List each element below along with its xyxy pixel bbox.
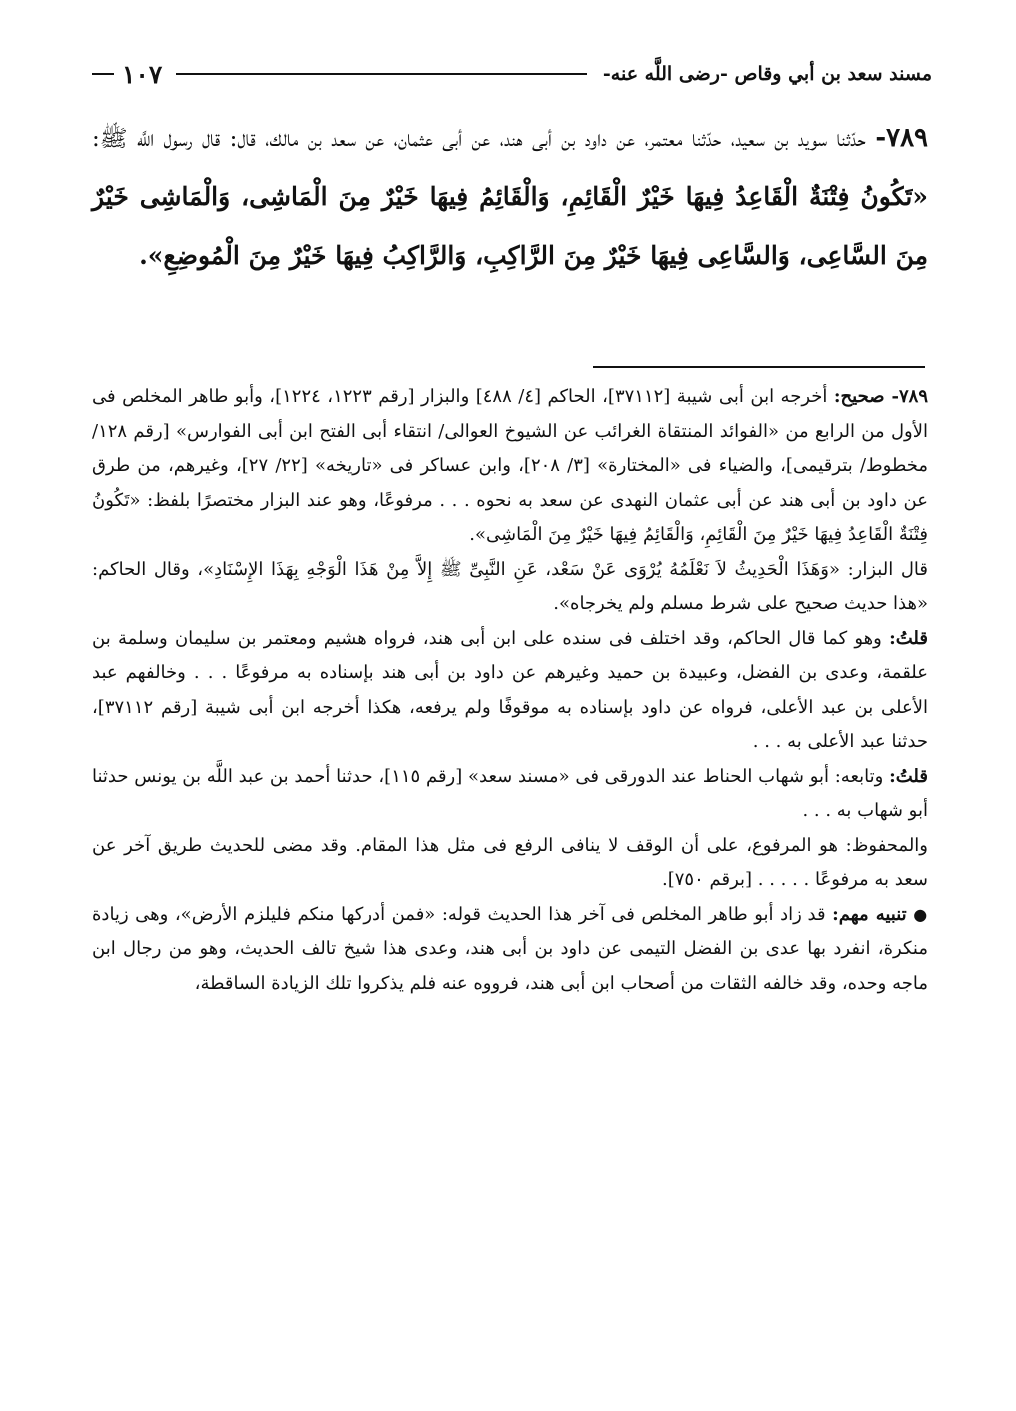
bullet-icon: ●: [913, 904, 928, 924]
hadith-isnad: حدّثنا سويد بن سعيد، حدّثنا معتمر، عن داود بن أبى هند، عن أبى عثمان، عن سعد بن مالك، قال: قال رسول اللَّه ﷺ:: [92, 126, 866, 152]
qultu-label: قلتُ:: [889, 765, 928, 787]
footnote-bazzar: [92, 553, 928, 622]
page-number: ١٠٧: [122, 59, 163, 89]
footnote-mahfuz: [92, 829, 928, 898]
qultu-label: قلتُ:: [889, 627, 928, 649]
footnotes: [92, 380, 928, 1001]
header-rule: [176, 73, 587, 75]
footnote-qultu-2: [92, 760, 928, 829]
footnote-takhrij: [92, 380, 928, 553]
mahfuz-text: والمحفوظ: هو المرفوع، على أن الوقف لا ينافى الرفع فى مثل هذا المقام. وقد مضى للحديث طريق آخر عن سعد به مرفوعًا . . . . . [برقم ٧٥٠].: [92, 834, 929, 890]
qultu-2-text: وتابعه: أبو شهاب الحناط عند الدورقى فى «مسند سعد» [رقم ١١٥]، حدثنا أحمد بن عبد اللَّه بن يونس حدثنا أبو شهاب به . . .: [92, 765, 928, 821]
takhrij-text: أخرجه ابن أبى شيبة [٣٧١١٢]، الحاكم [٤/ ٤٨٨] والبزار [رقم ١٢٢٣، ١٢٢٤]، وأبو طاهر المخلص فى الأول من الرابع من «الفوائد المنتقاة الغرائب عن الشيوخ العوالى/ انتقاء أبى الفتح ابن أبى الفوارس» [رقم ١٢٨/ مخطوط/ بترقيمى]، والضياء فى «المختارة» [٣/ ٢٠٨]، وابن عساكر فى «تاريخه» [٢٢/ ٢٧]، وغيرهم، من طرق عن داود بن أبى هند عن أبى عثمان النهدى عن سعد به نحوه . . . مرفوعًا، وهو عند البزار مختصرًا بلفظ: «تَكُونُ فِتْنَةٌ الْقَاعِدُ فِيهَا خَيْرٌ مِنَ الْقَائِمِ، وَالْقَائِمُ فِيهَا خَيْرٌ مِنَ الْمَاشِى».: [92, 386, 929, 545]
running-header-title: مسند سعد بن أبي وقاص -رضى اللَّه عنه-: [602, 63, 932, 85]
hadith-text: [92, 110, 928, 286]
tanbih-label: تنبيه مهم:: [832, 903, 907, 925]
qultu-1-text: وهو كما قال الحاكم، وقد اختلف فى سنده على ابن أبى هند، فرواه هشيم ومعتمر بن سليمان وسلمة بن علقمة، وعدى بن الفضل، وعبيدة بن حميد وغيرهم عن داود بن أبى هند بإسناده به مرفوعًا . . . وخالفهم عبد الأعلى بن عبد الأعلى، فرواه عن داود بإسناده به موقوفًا ولم يرفعه، هكذا أخرجه ابن أبى شيبة [رقم ٣٧١١٢]، حدثنا عبد الأعلى به . . .: [92, 627, 929, 752]
header-dash: [92, 73, 114, 75]
hadith-matn: «تَكُونُ فِتْنَةٌ الْقَاعِدُ فِيهَا خَيْرٌ الْقَائِمِ، وَالْقَائِمُ فِيهَا خَيْرٌ مِنَ الْمَاشِى، وَالْمَاشِى خَيْرٌ مِنَ السَّاعِى، وَالسَّاعِى فِيهَا خَيْرٌ مِنَ الرَّاكِبِ، وَالرَّاكِبُ فِيهَا خَيْرٌ مِنَ الْمُوضِعِ».: [92, 182, 928, 270]
bazzar-text: قال البزار: «وَهَذَا الْحَدِيثُ لاَ نَعْلَمُهُ يُرْوَى عَنْ سَعْد، عَنِ النَّبِىِّ ﷺ إِلاَّ مِنْ هَذَا الْوَجْهِ بِهَذَا الإِسْنَادِ»، وقال الحاكم: «هذا حديث صحيح على شرط مسلم ولم يخرجاه».: [92, 558, 928, 614]
footnote-separator: [593, 366, 925, 368]
footnote-tanbih: [92, 898, 928, 1002]
footnote-qultu-1: [92, 622, 928, 760]
hadith-number: ٧٨٩-: [875, 123, 929, 153]
running-header: [92, 54, 932, 94]
tanbih-text: قد زاد أبو طاهر المخلص فى آخر هذا الحديث قوله: «فمن أدركها منكم فليلزم الأرض»، وهى زيادة منكرة، انفرد بها عدى بن الفضل التيمى عن داود بن أبى هند، وعدى هذا شيخ تالف الحديث، وهو من رجال ابن ماجه وحده، وقد خالفه الثقات من أصحاب ابن أبى هند، فرووه عنه فلم يذكروا تلك الزيادة الساقطة،: [92, 903, 928, 994]
takhrij-label: ٧٨٩- صحيح:: [833, 386, 928, 407]
